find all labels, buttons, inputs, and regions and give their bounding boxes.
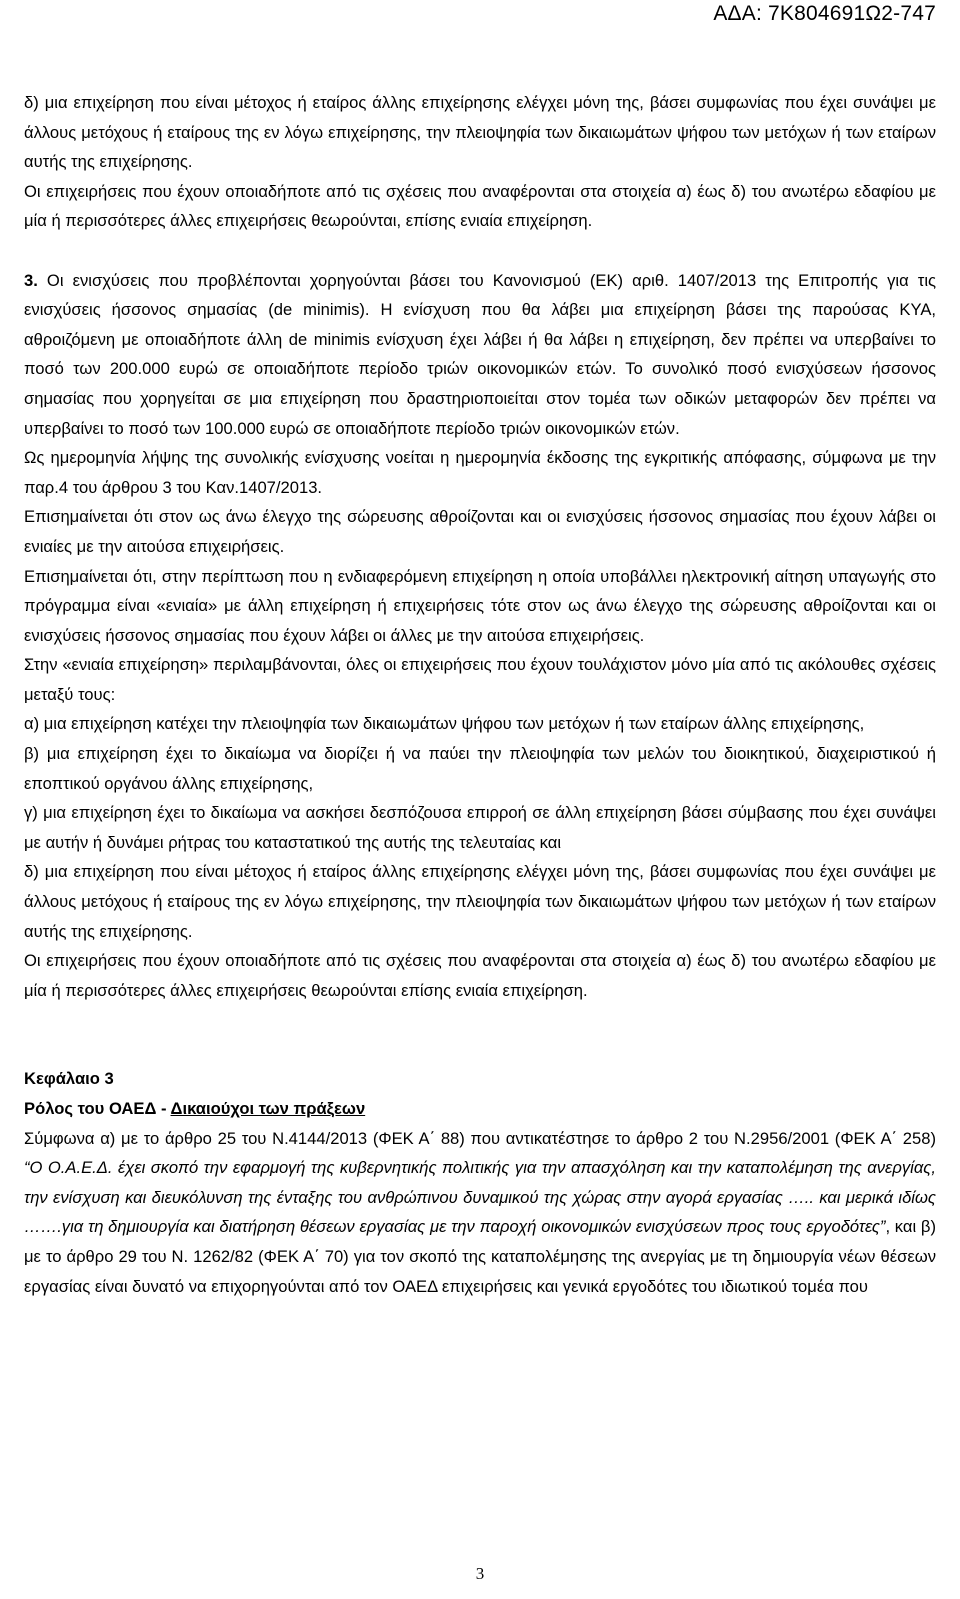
chapter-subtitle-underlined: Δικαιούχοι των πράξεων xyxy=(170,1099,366,1118)
paragraph-cumulation-single: Επισημαίνεται ότι, στην περίπτωση που η ενδιαφερόμενη επιχείρηση η οποία υποβάλλει ηλεκτρονική αίτηση υπαγωγής στο πρόγραμμα είναι «ενιαία» με άλλη επιχείρηση ή επιχειρήσεις τότε στον ως άνω έλεγχο της σώρευσης αθροίζονται και οι ενισχύσεις ήσσονος σημασίας που έχουν λάβει οι άλλες με την αιτούσα επιχειρήσεις. xyxy=(24,566,936,645)
spacer xyxy=(24,1005,936,1064)
spacer xyxy=(24,236,936,266)
paragraph-single-enterprise: Οι επιχειρήσεις που έχουν οποιαδήποτε από τις σχέσεις που αναφέρονται στα στοιχεία α) έως δ) του ανωτέρω εδαφίου με μία ή περισσότερες άλλες επιχειρήσεις θεωρούνται, επίσης ενιαία επιχείρηση. xyxy=(24,181,936,231)
law-text-a: Σύμφωνα α) με το άρθρο 25 του Ν.4144/2013 (ΦΕΚ Α΄ 88) που αντικατέστησε το άρθρο 2 του Ν.2956/2001 (ΦΕΚ Α΄ 258) xyxy=(24,1128,936,1148)
chapter-subtitle xyxy=(24,1094,936,1124)
list-item-c: γ) μια επιχείρηση έχει το δικαίωμα να ασκήσει δεσπόζουσα επιρροή σε άλλη επιχείρηση βάσει σύμβασης που έχει συνάψει με αυτήν ή δυνάμει ρήτρας του καταστατικού της αυτής της τελευταίας και xyxy=(24,803,936,852)
page-number: 3 xyxy=(475,1564,485,1583)
law-quote: “Ο Ο.Α.Ε.Δ. έχει σκοπό την εφαρμογή της κυβερνητικής πολιτικής για την απασχόληση και την καταπολέμηση της ανεργίας, την ενίσχυση και διευκόλυνση της ένταξης του ανθρώπινου δυναμικού της χώρας στην αγορά εργασίας ….. και μερικά ιδίως …….για τη δημιουργία και διατήρηση θέσεων εργασίας με την παροχή οικονομικών ενισχύσεων προς τους εργοδότες” xyxy=(24,1158,936,1237)
ada-code: ΑΔΑ: 7Κ804691Ω2-747 xyxy=(713,2,936,25)
law-text-c: , και β) με το άρθρο 29 του Ν. 1262/82 (ΦΕΚ Α΄ 70) για τον σκοπό της καταπολέμησης της ανεργίας με τη δημιουργία νέων θέσεων εργασίας είναι δυνατό να επιχορηγούνται από τον ΟΑΕΔ επιχειρήσεις και γενικά εργοδότες του ιδιωτικού τομέα που xyxy=(24,1217,936,1296)
paragraph-single-enterprise-2: Οι επιχειρήσεις που έχουν οποιαδήποτε από τις σχέσεις που αναφέρονται στα στοιχεία α) έως δ) του ανωτέρω εδαφίου με μία ή περισσότερες άλλες επιχειρήσεις θεωρούνται επίσης ενιαία επιχείρηση. xyxy=(24,951,936,1000)
paragraph-single-enterprise-def: Στην «ενιαία επιχείρηση» περιλαμβάνονται, όλες οι επιχειρήσεις που έχουν τουλάχιστον μόνο μία από τις ακόλουθες σχέσεις μεταξύ τους: xyxy=(24,655,936,704)
document-body xyxy=(24,88,936,1301)
list-item-d: δ) μια επιχείρηση που είναι μέτοχος ή εταίρος άλλης επιχείρησης ελέγχει μόνη της, βάσει συμφωνίας που έχει συνάψει με άλλους μετόχους ή εταίρους της εν λόγω επιχείρησης, την πλειοψηφία των δικαιωμάτων ψήφου των μετόχων ή των εταίρων αυτής της επιχείρησης. xyxy=(24,862,936,941)
paragraph-oaed-law xyxy=(24,1124,936,1302)
chapter-title: Κεφάλαιο 3 xyxy=(24,1069,114,1089)
section-number: 3. xyxy=(24,270,38,290)
paragraph-de-minimis xyxy=(24,266,936,444)
paragraph-date-of-aid: Ως ημερομηνία λήψης της συνολικής ενίσχυσης νοείται η ημερομηνία έκδοσης της εγκριτικής απόφασης, σύμφωνα με την παρ.4 του άρθρου 3 του Καν.1407/2013. xyxy=(24,448,936,497)
chapter-subtitle-prefix: Ρόλος του ΟΑΕΔ - xyxy=(24,1099,171,1118)
list-item-b: β) μια επιχείρηση έχει το δικαίωμα να διορίζει ή να παύει την πλειοψηφία των μελών του διοικητικού, διαχειριστικού ή εποπτικού οργάνου άλλης επιχείρησης, xyxy=(24,744,936,793)
paragraph-de-minimis-text: Οι ενισχύσεις που προβλέπονται χορηγούνται βάσει του Κανονισμού (ΕΚ) αριθ. 1407/2013 της Επιτροπής για τις ενισχύσεις ήσσονος σημασίας (de minimis). Η ενίσχυση που θα λάβει μια επιχείρηση βάσει της παρούσας ΚΥΑ, αθροιζόμενη με οποιαδήποτε άλλη de minimis ενίσχυση έχει λάβει ή θα λάβει η επιχείρηση, δεν πρέπει να υπερβαίνει το ποσό των 200.000 ευρώ σε οποιαδήποτε περίοδο τριών οικονομικών ετών. Το συνολικό ποσό ενισχύσεων ήσσονος σημασίας που χορηγείται σε μια επιχείρηση που δραστηριοποιείται στον τομέα των οδικών μεταφορών δεν πρέπει να υπερβαίνει το ποσό των 100.000 ευρώ σε οποιαδήποτε περίοδο τριών οικονομικών ετών. xyxy=(24,270,936,438)
paragraph-d-control: δ) μια επιχείρηση που είναι μέτοχος ή εταίρος άλλης επιχείρησης ελέγχει μόνη της, βάσει συμφωνίας που έχει συνάψει με άλλους μετόχους ή εταίρους της εν λόγω επιχείρησης, την πλειοψηφία των δικαιωμάτων ψήφου των μετόχων ή των εταίρων αυτής της επιχείρησης. xyxy=(24,93,936,172)
list-item-a: α) μια επιχείρηση κατέχει την πλειοψηφία των δικαιωμάτων ψήφου των μετόχων ή των εταίρων άλλης επιχείρησης, xyxy=(24,714,865,734)
paragraph-cumulation-note: Επισημαίνεται ότι στον ως άνω έλεγχο της σώρευσης αθροίζονται και οι ενισχύσεις ήσσονος σημασίας που έχουν λάβει οι ενιαίες με την αιτούσα επιχειρήσεις. xyxy=(24,507,936,556)
